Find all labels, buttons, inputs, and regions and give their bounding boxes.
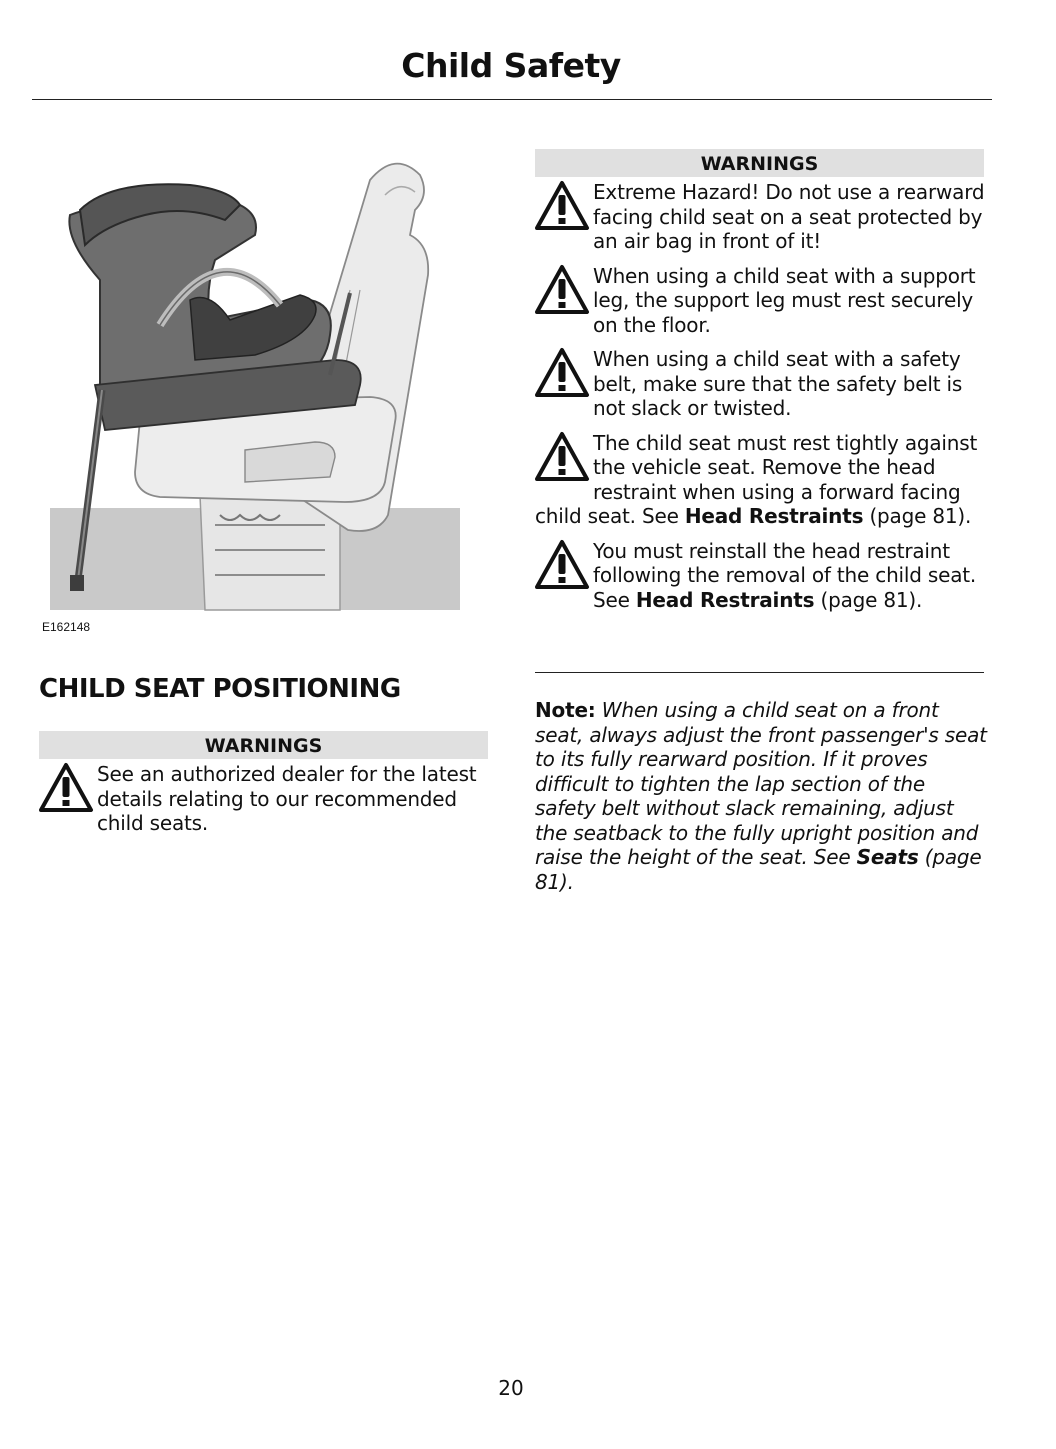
warning-triangle-icon: [535, 347, 593, 399]
section-heading: CHILD SEAT POSITIONING: [39, 674, 401, 704]
warning-triangle-icon: [39, 762, 97, 814]
right-warnings-header: WARNINGS: [535, 149, 984, 177]
warning-text: See an authorized dealer for the latest details relating to our recommended child seats.: [97, 762, 477, 835]
warning-text: The child seat must rest tightly against the vehicle seat. Remove the head restraint when using a forward facing child seat. See: [535, 430, 978, 528]
page-reference: (page 81).: [863, 504, 972, 528]
warning-text: You must reinstall the head restraint following the removal of the child seat. See: [593, 538, 977, 612]
page-reference: (page 81).: [814, 587, 923, 612]
page-reference: (page 81).: [535, 845, 982, 894]
cross-reference-link[interactable]: Head Restraints: [635, 587, 815, 612]
warning-text: Extreme Hazard! Do not use a rearward facing child seat on a seat protected by an air bag in front of it!: [593, 180, 985, 253]
warning-triangle-icon: [535, 431, 593, 483]
right-warnings-list: [535, 180, 987, 622]
warnings-end-divider: [535, 672, 984, 673]
warning-item: [535, 347, 987, 421]
child-seat-drawing: [40, 150, 480, 620]
cross-reference-link[interactable]: Seats: [856, 845, 919, 869]
page-number: 20: [498, 1376, 524, 1400]
cross-reference-link[interactable]: Head Restraints: [684, 504, 864, 528]
warning-item: [39, 762, 491, 836]
left-warnings-header: WARNINGS: [39, 731, 488, 759]
warning-triangle-icon: [535, 539, 593, 591]
warning-triangle-icon: [535, 180, 593, 232]
note-text: When using a child seat on a front seat, always adjust the front passenger's seat to its fully rearward position. If it proves difficult to tighten the lap section of the safety belt without slack remaining, adjust the seatback to the fully upright position and raise the height of the seat. See: [535, 698, 987, 869]
warning-item: [535, 264, 987, 338]
note-paragraph: [535, 698, 987, 894]
warning-item: [535, 180, 987, 254]
figure-id: E162148: [42, 620, 91, 634]
warning-item: [535, 539, 987, 613]
page-title: Child Safety: [401, 46, 621, 85]
warning-text: When using a child seat with a safety belt, make sure that the safety belt is not slack or twisted.: [593, 347, 963, 420]
warning-item: [535, 431, 987, 529]
warning-text: When using a child seat with a support leg, the support leg must rest securely on the floor.: [593, 263, 976, 337]
child-seat-illustration: [40, 150, 480, 620]
warning-triangle-icon: [535, 264, 593, 316]
note-label: Note:: [535, 698, 596, 722]
title-divider: [32, 99, 992, 100]
left-warnings-list: [39, 762, 491, 846]
